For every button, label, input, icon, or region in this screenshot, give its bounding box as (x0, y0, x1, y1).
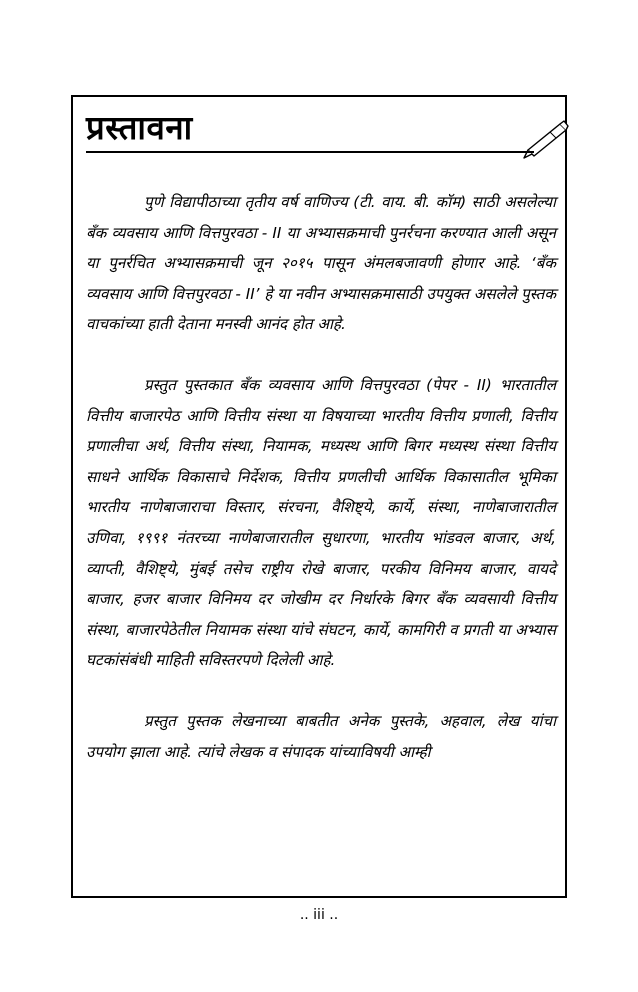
body-text (86, 187, 556, 797)
page-title: प्रस्तावना (86, 108, 193, 147)
heading-underline (86, 151, 534, 153)
paragraph-intro: पुणे विद्यापीठाच्या तृतीय वर्ष वाणिज्य (टी. वाय. बी. कॉम) साठी असलेल्या बँक व्यवसाय आणि वित्तपुरवठा - II या अभ्यासक्रमाची पुनर्रचना करण्यात आली असून या पुनर्रचित अभ्यासक्रमाची जून २०१५ पासून अंमलबजावणी होणार आहे. ‘बँक व्यवसाय आणि वित्तपुरवठा - II’ हे या नवीन अभ्यासक्रमासाठी उपयुक्त असलेले पुस्तक वाचकांच्या हाती देताना मनस्वी आनंद होत आहे. (86, 193, 556, 334)
page-number: .. iii .. (299, 907, 339, 923)
pen-icon (520, 120, 570, 160)
paragraph-contents: प्रस्तुत पुस्तकात बँक व्यवसाय आणि वित्तपुरवठा (पेपर - II) भारतातील वित्तीय बाजारपेठ आणि वित्तीय संस्था या विषयाच्या भारतीय वित्तीय प्रणाली, वित्तीय प्रणालीचा अर्थ, वित्तीय संस्था, नियामक, मध्यस्थ आणि बिगर मध्यस्थ संस्था वित्तीय साधने आर्थिक विकासाचे निर्देशक, वित्तीय प्रणलीची आर्थिक विकासातील भूमिका भारतीय नाणेबाजाराचा विस्तार, संरचना, वैशिष्ट्ये, कार्ये, संस्था, नाणेबाजारातील उणिवा, १९९१ नंतरच्या नाणेबाजारातील सुधारणा, भारतीय भांडवल बाजार, अर्थ, व्याप्ती, वैशिष्ट्ये, मुंबई तसेच राष्ट्रीय रोखे बाजार, परकीय विनिमय बाजार, वायदे बाजार, हजर बाजार विनिमय दर जोखीम दर निर्धारके बिगर बँक व्यवसायी वित्तीय संस्था, बाजारपेठेतील नियामक संस्था यांचे संघटन, कार्ये, कामगिरी व प्रगती या अभ्यास घटकांसंबंधी माहिती सविस्तरपणे दिलेली आहे. (86, 375, 556, 670)
paragraph-references: प्रस्तुत पुस्तक लेखनाच्या बाबतीत अनेक पुस्तके, अहवाल, लेख यांचा उपयोग झाला आहे. त्यांचे लेखक व संपादक यांच्याविषयी आम्ही (86, 711, 556, 761)
